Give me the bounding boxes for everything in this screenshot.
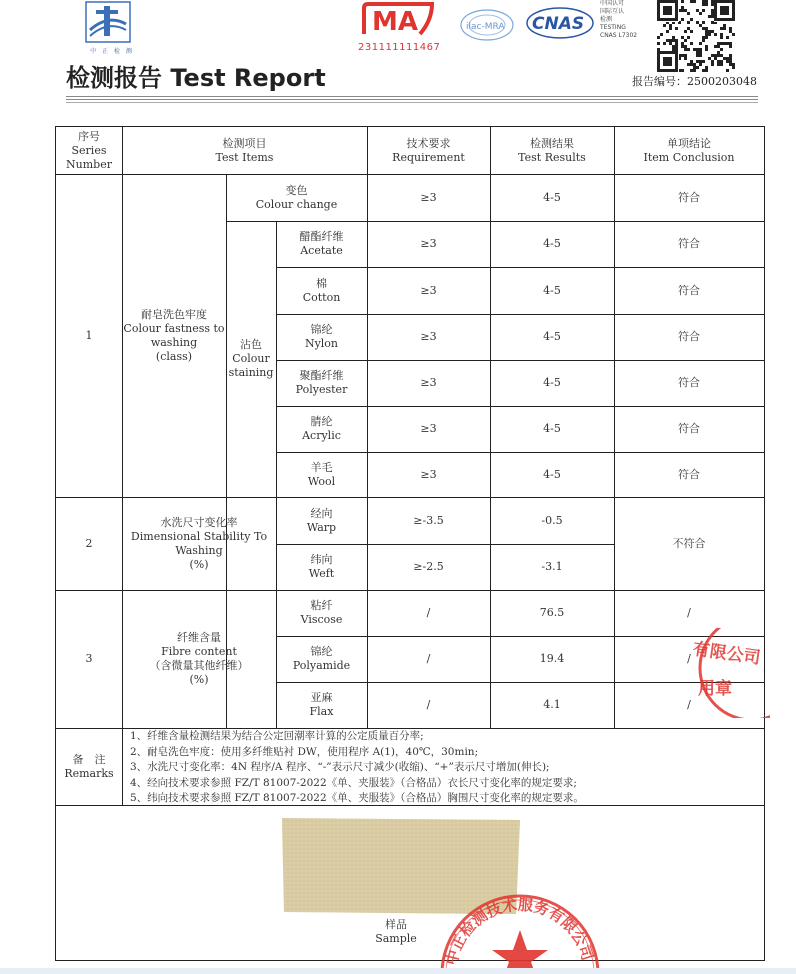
cnas-accreditation-text: 中国认可 国际互认 检测 TESTING CNAS L7302 bbox=[600, 0, 638, 39]
company-logo bbox=[84, 0, 132, 44]
remark-line: 1、纤维含量检测结果为结合公定回潮率计算的公定质量百分率; bbox=[130, 730, 424, 742]
colour-staining-label: 沾色 Colour staining bbox=[228, 338, 274, 379]
header-requirement: 技术要求 Requirement bbox=[392, 136, 465, 164]
item-conclusion: 符合 bbox=[678, 283, 700, 297]
requirement-value: ≥3 bbox=[420, 422, 437, 435]
remark-line: 3、水洗尺寸变化率：4N 程序/A 程序、“-”表示尺寸减少(收缩)、“+”表示尺寸增加(伸长); bbox=[130, 761, 550, 773]
col-divider bbox=[122, 728, 123, 805]
svg-text:MA: MA bbox=[372, 7, 418, 37]
viewer-bottom-bar bbox=[0, 968, 796, 974]
item-conclusion: 符合 bbox=[678, 376, 700, 389]
fibre-name: 腈纶 Acrylic bbox=[302, 415, 341, 442]
fibre-name: 聚酯纤维 Polyester bbox=[295, 369, 348, 396]
item-conclusion: 不符合 bbox=[672, 536, 706, 550]
series-number: 1 bbox=[85, 328, 93, 342]
header-divider bbox=[66, 96, 758, 97]
sample-label: 样品 Sample bbox=[375, 918, 417, 945]
remarks-list bbox=[130, 729, 750, 807]
result-value: 19.4 bbox=[539, 652, 565, 665]
svg-text:中正检测技术服务有限公司: 中正检测技术服务有限公司 bbox=[442, 895, 597, 967]
remark-line: 4、经向技术要求参照 FZ/T 81007-2022《单、夹服装》（合格品）衣长尺寸变化率的规定要求; bbox=[130, 776, 577, 789]
result-value: -3.1 bbox=[541, 560, 563, 573]
cnas-logo bbox=[525, 6, 595, 40]
item-conclusion: 符合 bbox=[678, 237, 700, 250]
item-conclusion: 符合 bbox=[678, 330, 700, 343]
svg-text:CNAS: CNAS bbox=[532, 14, 585, 34]
result-value: 4-5 bbox=[543, 330, 561, 343]
result-value: -0.5 bbox=[541, 513, 563, 527]
requirement-value: ≥3 bbox=[420, 376, 437, 389]
result-value: 76.5 bbox=[539, 606, 565, 619]
company-seal-stamp bbox=[690, 628, 770, 718]
fibre-name: 羊毛 Wool bbox=[307, 460, 336, 488]
header-divider bbox=[66, 102, 758, 103]
item-conclusion: 符合 bbox=[678, 422, 700, 435]
remark-line: 5、纬向技术要求参照 FZ/T 81007-2022《单、夹服装》（合格品）胸围尺寸变化率的规定要求。 bbox=[130, 792, 584, 804]
result-value: 4.1 bbox=[543, 698, 561, 711]
item-conclusion: 符合 bbox=[678, 190, 700, 204]
requirement-value: / bbox=[426, 606, 431, 619]
result-value: 4-5 bbox=[543, 376, 561, 389]
svg-text:用章: 用章 bbox=[698, 679, 732, 699]
test-item-name: 纤维含量 Fibre content （含微量其他纤维） (%) bbox=[149, 631, 249, 686]
requirement-value: ≥3 bbox=[420, 330, 437, 343]
header-conclusion: 单项结论 Item Conclusion bbox=[643, 136, 735, 164]
remarks-label: 备 注 Remarks bbox=[64, 752, 114, 780]
logo-caption: 中 正 检 测 bbox=[90, 48, 134, 55]
ilac-mra-logo bbox=[458, 8, 516, 42]
header-series: 序号 Series Number bbox=[66, 129, 112, 171]
series-number: 2 bbox=[85, 536, 93, 550]
item-conclusion: / bbox=[687, 606, 691, 619]
result-value: 4-5 bbox=[543, 237, 561, 250]
colour-change-label: 变色 Colour change bbox=[255, 183, 338, 211]
direction-name: 经向 Warp bbox=[306, 506, 337, 534]
item-conclusion: 符合 bbox=[678, 467, 700, 481]
cma-number: 231111111467 bbox=[358, 42, 441, 53]
series-number: 3 bbox=[85, 652, 93, 665]
requirement-value: ≥3 bbox=[420, 237, 437, 250]
test-item-name: 耐皂洗色牢度 Colour fastness to washing (class) bbox=[123, 307, 225, 363]
page-title: 检测报告 Test Report bbox=[66, 64, 326, 92]
svg-text:有限公司: 有限公司 bbox=[691, 639, 762, 669]
requirement-value: / bbox=[426, 652, 431, 665]
fibre-name: 醋酯纤维 Acetate bbox=[299, 230, 344, 257]
fibre-name: 粘纤 Viscose bbox=[300, 599, 343, 626]
item-conclusion: / bbox=[687, 698, 691, 711]
direction-name: 纬向 Weft bbox=[308, 553, 335, 580]
qr-code[interactable] bbox=[657, 0, 735, 72]
requirement-value: ≥3 bbox=[420, 190, 437, 204]
requirement-value: ≥-3.5 bbox=[413, 513, 444, 527]
fibre-name: 棉 Cotton bbox=[302, 276, 341, 304]
item-conclusion: / bbox=[687, 652, 691, 665]
svg-text:ilac-MRA: ilac-MRA bbox=[466, 22, 505, 32]
requirement-value: ≥3 bbox=[420, 467, 437, 481]
cma-logo bbox=[360, 0, 436, 38]
requirement-value: / bbox=[426, 698, 431, 711]
remark-line: 2、耐皂洗色牢度：使用多纤维贴衬 DW，使用程序 A(1)，40℃，30min; bbox=[130, 745, 479, 758]
header-test-items: 检测项目 Test Items bbox=[215, 136, 274, 164]
test-item-name: 水洗尺寸变化率 Dimensional Stability To Washing (%) bbox=[130, 515, 268, 571]
fibre-name: 锦纶 Nylon bbox=[304, 323, 339, 350]
result-value: 4-5 bbox=[543, 422, 561, 435]
requirement-value: ≥-2.5 bbox=[413, 560, 444, 573]
fibre-name: 亚麻 Flax bbox=[309, 691, 334, 718]
result-value: 4-5 bbox=[543, 190, 561, 204]
result-value: 4-5 bbox=[543, 283, 561, 297]
report-number: 报告编号：2500203048 bbox=[632, 75, 757, 88]
header-divider bbox=[66, 99, 758, 100]
fibre-name: 锦纶 Polyamide bbox=[292, 645, 351, 672]
result-value: 4-5 bbox=[543, 467, 561, 481]
requirement-value: ≥3 bbox=[420, 283, 437, 297]
company-seal-stamp bbox=[430, 884, 610, 974]
header-results: 检测结果 Test Results bbox=[518, 136, 586, 164]
